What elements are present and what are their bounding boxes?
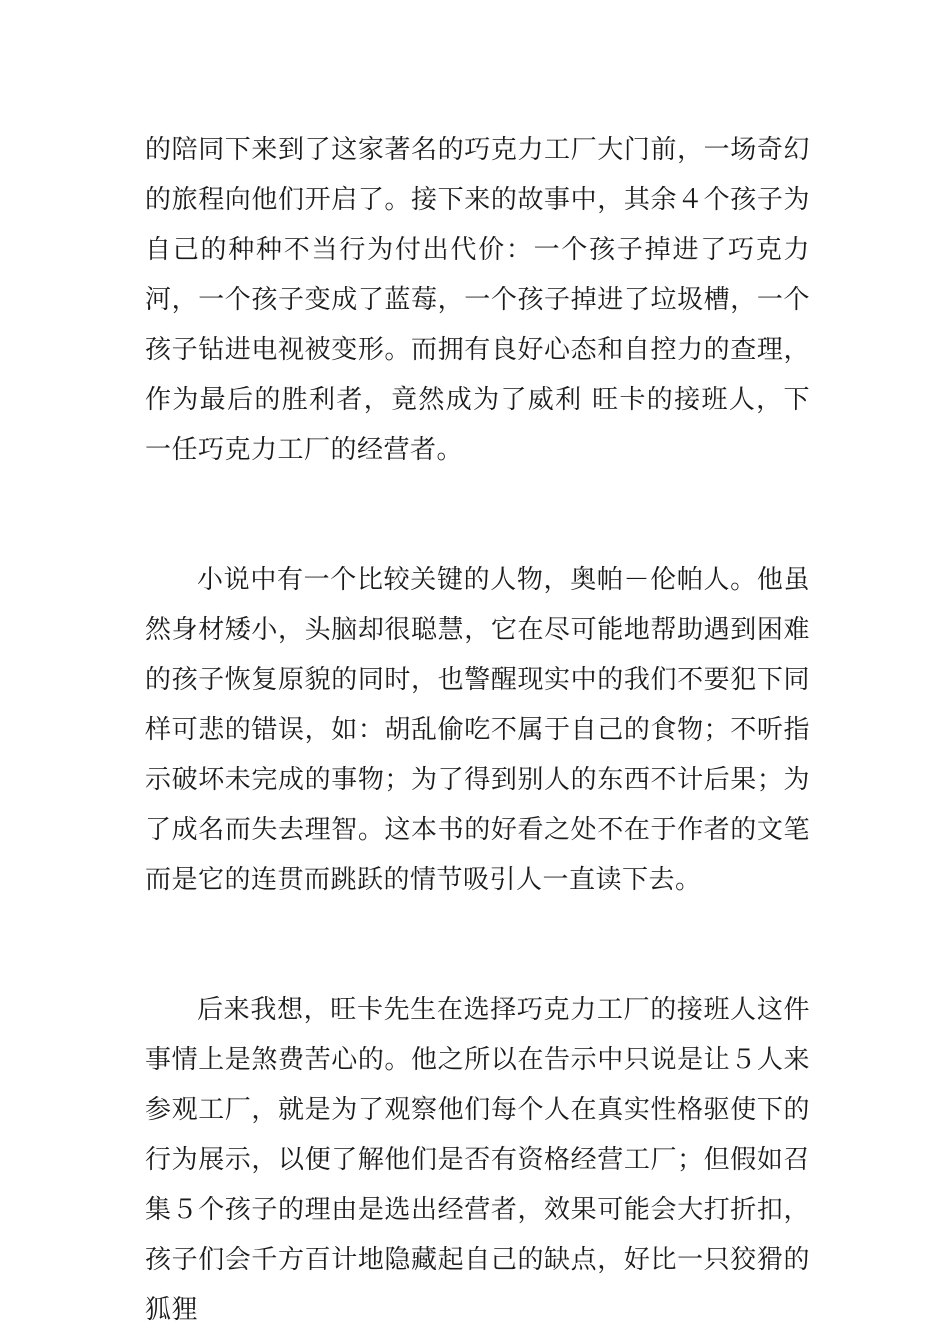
paragraph-3: 后来我想，旺卡先生在选择巧克力工厂的接班人这件事情上是煞费苦心的。他之所以在告示中只说是让５人来参观工厂，就是为了观察他们每个人在真实性格驱使下的行为展示，以便了解他们是否有资格经营工厂；但假如召集５个孩子的理由是选出经营者，效果可能会大打折扣，孩子们会千方百计地隐藏起自己的缺点，好比一只狡猾的狐狸 bbox=[145, 995, 810, 1325]
paragraph-spacer bbox=[145, 475, 810, 555]
paragraph-1: 的陪同下来到了这家著名的巧克力工厂大门前，一场奇幻的旅程向他们开启了。接下来的故事中，其余４个孩子为自己的种种不当行为付出代价：一个孩子掉进了巧克力河，一个孩子变成了蓝莓，一个孩子掉进了垃圾槽，一个孩子钻进电视被变形。而拥有良好心态和自控力的查理，作为最后的胜利者，竟然成为了威利 旺卡的接班人，下一任巧克力工厂的经营者。 bbox=[145, 135, 810, 465]
document-body bbox=[145, 125, 810, 1335]
paragraph-spacer bbox=[145, 905, 810, 985]
paragraph-2: 小说中有一个比较关键的人物，奥帕－伦帕人。他虽然身材矮小，头脑却很聪慧，它在尽可能地帮助遇到困难的孩子恢复原貌的同时，也警醒现实中的我们不要犯下同样可悲的错误，如：胡乱偷吃不属于自己的食物；不听指示破坏未完成的事物；为了得到别人的东西不计后果；为了成名而失去理智。这本书的好看之处不在于作者的文笔而是它的连贯而跳跃的情节吸引人一直读下去。 bbox=[145, 565, 810, 895]
